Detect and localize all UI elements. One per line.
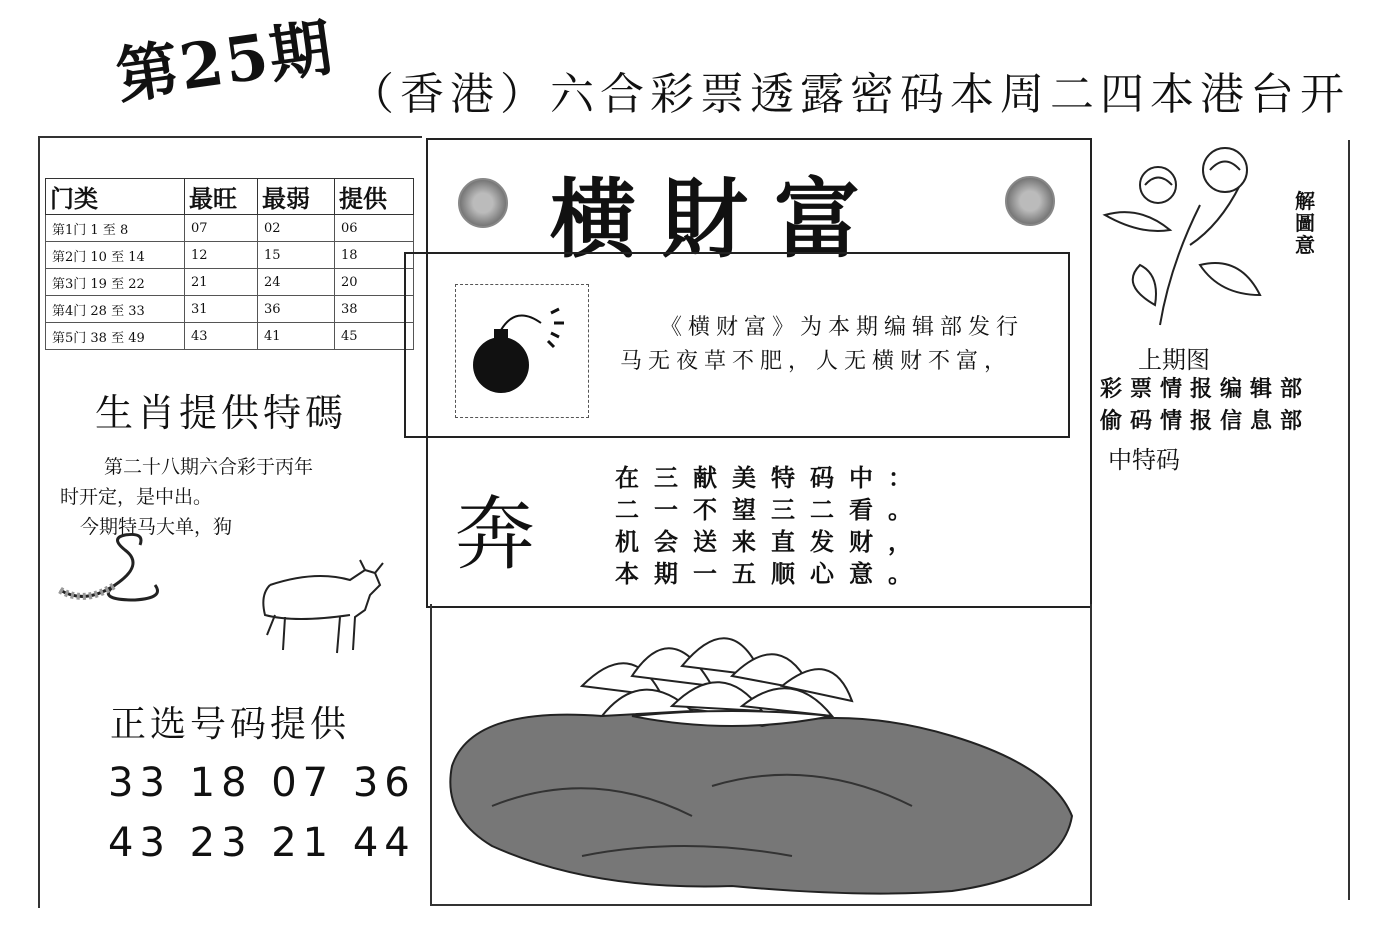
table-cell: 41 <box>258 323 335 350</box>
table-cell: 第1门 1 至 8 <box>46 215 185 242</box>
table-cell: 第5门 38 至 49 <box>46 323 185 350</box>
table-cell: 21 <box>185 269 258 296</box>
right-special: 中特码 <box>1108 446 1180 474</box>
table-cell: 02 <box>258 215 335 242</box>
message-line-1: 《横财富》为本期编辑部发行 <box>660 315 1025 340</box>
table-cell: 18 <box>335 242 414 269</box>
ox-illustration <box>255 555 385 660</box>
numbers-row-1: 33 18 07 36 <box>108 760 416 806</box>
table-row <box>46 215 414 242</box>
poem-line: 第二十八期六合彩于丙年 <box>104 456 314 478</box>
table-cell: 20 <box>335 269 414 296</box>
verse-line: 二一不望三二看。 <box>615 495 927 524</box>
poem-line: 时开定，是中出。 <box>60 486 213 508</box>
verse-line: 在三献美特码中： <box>615 463 927 492</box>
gate-table <box>45 178 414 350</box>
numbers-row-2: 43 23 21 44 <box>108 820 416 866</box>
bomb-frame <box>455 284 589 418</box>
header-cell: 最弱 <box>258 179 335 215</box>
choose-title: 正选号码提供 <box>110 704 351 745</box>
table-cell: 06 <box>335 215 414 242</box>
bomb-icon <box>456 285 588 417</box>
table-cell: 36 <box>258 296 335 323</box>
table-row <box>46 269 414 296</box>
coin-icon <box>458 178 508 228</box>
issue-number: 第25期 <box>111 10 339 114</box>
table-cell: 15 <box>258 242 335 269</box>
table-cell: 24 <box>258 269 335 296</box>
table-row <box>46 323 414 350</box>
zodiac-poem <box>60 452 400 542</box>
table-header-row <box>46 179 414 215</box>
verse-line: 机会送来直发财， <box>615 527 927 556</box>
zodiac-title: 生肖提供特碼 <box>95 391 348 435</box>
table-cell: 第2门 10 至 14 <box>46 242 185 269</box>
table-cell: 07 <box>185 215 258 242</box>
right-line-1: 彩票情报编辑部 <box>1100 376 1311 402</box>
header-cell: 门类 <box>46 179 185 215</box>
table-cell: 12 <box>185 242 258 269</box>
coin-icon <box>1005 176 1055 226</box>
right-caption: 上期图 <box>1138 346 1210 374</box>
table-cell: 31 <box>185 296 258 323</box>
right-line-2: 偷码情报信息部 <box>1100 408 1311 434</box>
table-cell: 第4门 28 至 33 <box>46 296 185 323</box>
flower-illustration <box>1100 145 1270 330</box>
table-cell: 38 <box>335 296 414 323</box>
table-cell: 43 <box>185 323 258 350</box>
table-cell: 第3门 19 至 22 <box>46 269 185 296</box>
lotus-illustration <box>432 606 1086 902</box>
message-line-2: 马无夜草不肥，人无横财不富， <box>620 349 1013 374</box>
table-row <box>46 242 414 269</box>
right-vertical-title: 解圖意 <box>1295 189 1315 257</box>
center-title: 横財富 <box>550 169 886 270</box>
table-cell: 45 <box>335 323 414 350</box>
poem-line: 今期特马大单，狗 <box>80 516 233 538</box>
header-cell: 最旺 <box>185 179 258 215</box>
verse-line: 本期一五顺心意。 <box>615 559 927 588</box>
table-row <box>46 296 414 323</box>
snake-illustration <box>55 530 175 610</box>
headline: （香港）六合彩票透露密码本周二四本港台开 <box>350 69 1350 120</box>
header-cell: 提供 <box>335 179 414 215</box>
ben-character: 奔 <box>455 488 535 581</box>
